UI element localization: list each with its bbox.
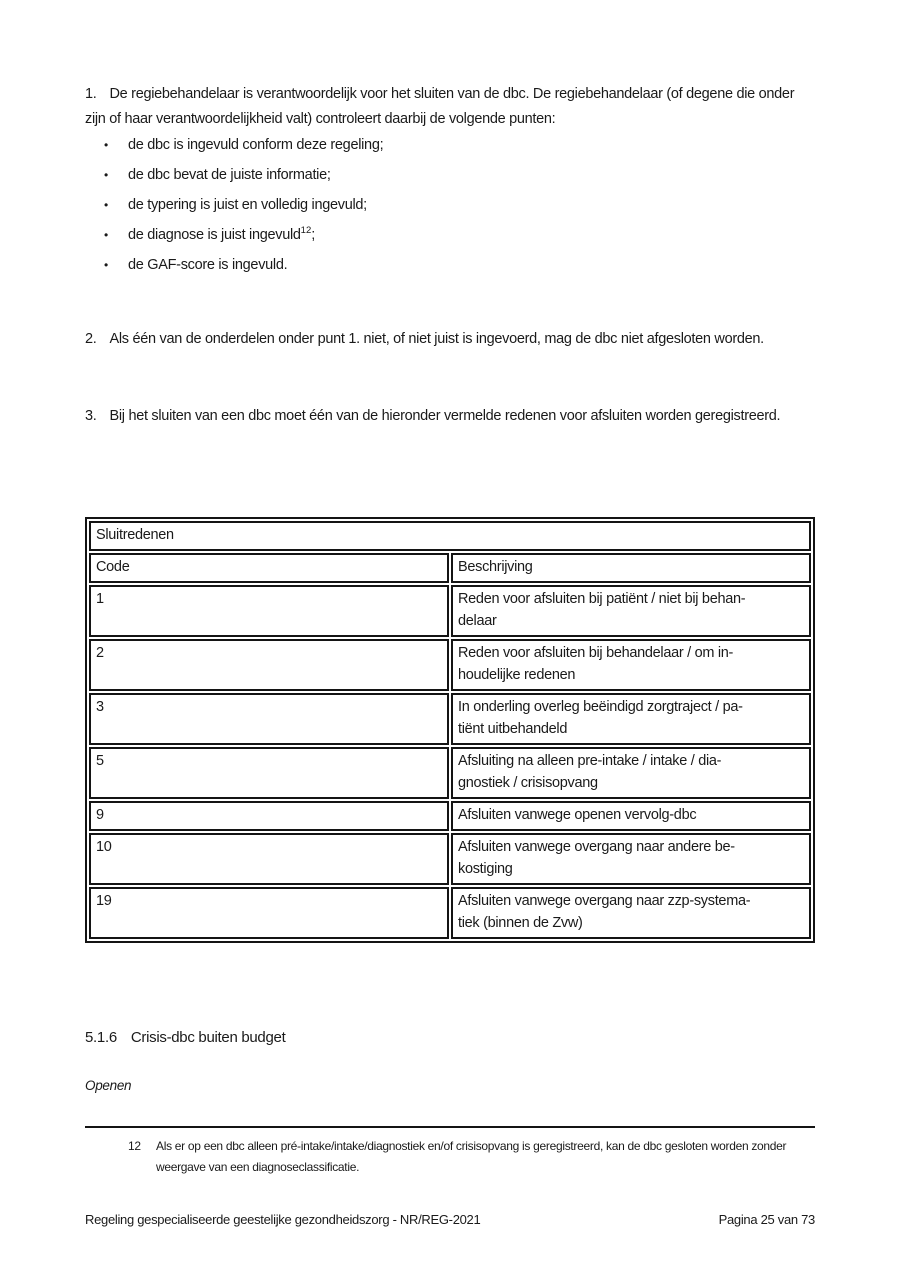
sluitredenen-table [85,517,815,943]
description-line: gnostiek / crisisopvang [458,775,598,791]
checklist-item-text-suffix: ; [311,227,315,243]
cell-code: 5 [89,747,449,799]
table-row [89,639,811,691]
cell-code: 19 [89,887,449,939]
cell-description [451,639,811,691]
section-title: Crisis-dbc buiten budget [130,1029,286,1046]
table-row [89,833,811,885]
description-line: kostiging [458,861,513,877]
description-line: houdelijke redenen [458,667,576,683]
description-line: Afsluiten vanwege overgang naar zzp-systema- [458,893,751,909]
cell-code: 9 [89,801,449,831]
checklist-item-text: de dbc bevat de juiste informatie; [128,167,331,183]
column-header-code: Code [89,553,449,583]
paragraph-2-text: Als één van de onderdelen onder punt 1. niet, of niet juist is ingevoerd, mag de dbc niet afgesloten worden. [109,331,764,347]
footnote-area [85,1126,815,1178]
description-line: Afsluiting na alleen pre-intake / intake / dia- [458,753,722,769]
checklist-item [104,224,744,247]
checklist-item-text: de typering is juist en volledig ingevuld; [128,197,367,213]
description-line: Reden voor afsluiten bij behandelaar / om in- [458,645,734,661]
cell-code: 2 [89,639,449,691]
footer-page-number: Pagina 25 van 73 [718,1212,815,1227]
description-line: tiek (binnen de Zvw) [458,915,583,931]
description-line: Afsluiten vanwege overgang naar andere be- [458,839,735,855]
footnote-reference: 12 [300,225,312,237]
cell-description [451,747,811,799]
checklist-item [104,134,744,157]
column-header-beschrijving: Beschrijving [451,553,811,583]
cell-code: 10 [89,833,449,885]
paragraph-2-number: 2. [85,331,97,347]
table-row [89,747,811,799]
bullet-icon: • [104,228,108,242]
checklist-item-text: de dbc is ingevuld conform deze regeling; [128,137,384,153]
table-header-row [89,553,811,583]
table-title-row [89,521,811,551]
cell-code: 3 [89,693,449,745]
bullet-icon: • [104,138,108,152]
bullet-icon: • [104,258,108,272]
checklist-item-text: de GAF-score is ingevuld. [128,257,288,273]
checklist-item [104,254,744,277]
paragraph-3-number: 3. [85,408,97,424]
cell-description [451,693,811,745]
section-number: 5.1.6 [85,1029,117,1046]
table-title: Sluitredenen [89,521,811,551]
checklist [104,134,744,284]
cell-code: 1 [89,585,449,637]
description-line: In onderling overleg beëindigd zorgtraject / pa- [458,699,743,715]
paragraph-2 [85,327,813,352]
paragraph-1-number: 1. [85,86,97,102]
checklist-item-text [128,224,315,247]
paragraph-1 [85,82,815,132]
footnote [128,1136,815,1178]
bullet-icon: • [104,198,108,212]
table-row [89,801,811,831]
footnote-text: Als er op een dbc alleen pré-intake/intake/diagnostiek en/of crisisopvang is geregistreerd, kan de dbc gesloten worden zonder weergave van een diagnoseclassificatie. [156,1139,787,1174]
description-line: tiënt uitbehandeld [458,721,568,737]
table-row [89,585,811,637]
checklist-item-text-main: de diagnose is juist ingevuld [128,227,301,243]
description-line: delaar [458,613,497,629]
paragraph-3-text: Bij het sluiten van een dbc moet één van de hieronder vermelde redenen voor afsluiten worden geregistreerd. [109,408,781,424]
section-heading [85,1029,285,1046]
page-footer [85,1212,815,1227]
cell-description [451,585,811,637]
paragraph-3 [85,404,797,429]
description-line: Afsluiten vanwege openen vervolg-dbc [458,807,697,823]
cell-description [451,887,811,939]
table-row [89,887,811,939]
cell-description [451,801,811,831]
subsection-heading: Openen [85,1078,132,1093]
cell-description [451,833,811,885]
bullet-icon: • [104,168,108,182]
footer-document-title: Regeling gespecialiseerde geestelijke gezondheidszorg - NR/REG-2021 [85,1212,481,1227]
checklist-item [104,164,744,187]
table-row [89,693,811,745]
checklist-item [104,194,744,217]
footnote-marker: 12 [128,1139,141,1153]
paragraph-1-text: De regiebehandelaar is verantwoordelijk voor het sluiten van de dbc. De regiebehandelaar (of degene die onder zijn of haar verantwoordelijkheid valt) controleert daarbij de volgende punten: [85,86,795,127]
description-line: Reden voor afsluiten bij patiënt / niet bij behan- [458,591,746,607]
